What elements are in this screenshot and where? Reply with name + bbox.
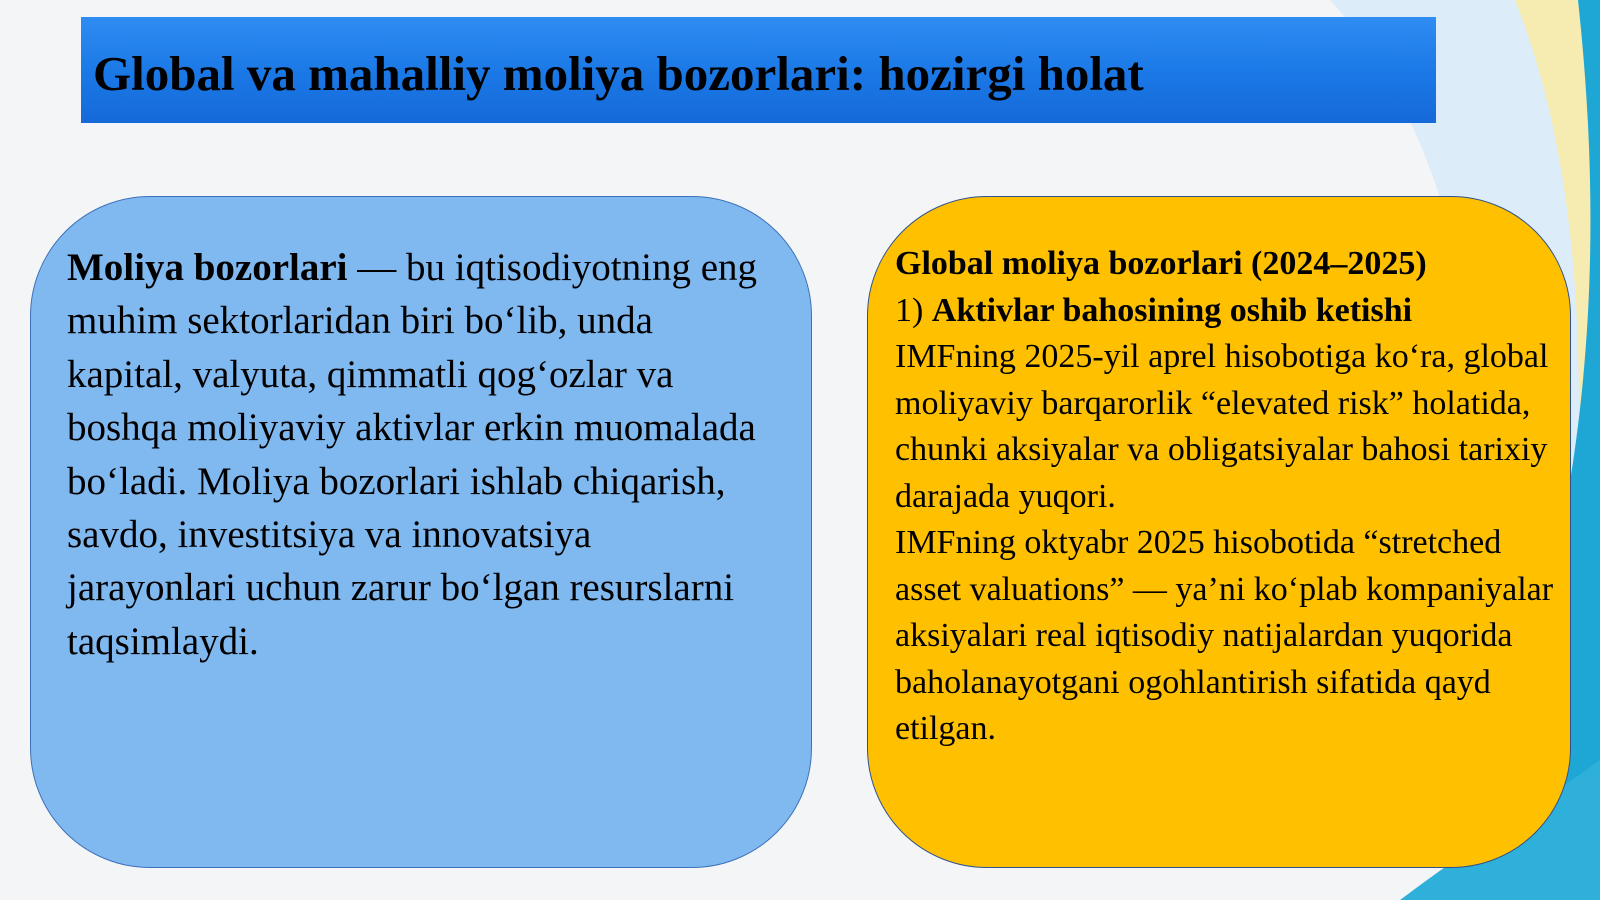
- point-1-title-line: [895, 288, 1555, 335]
- global-markets-heading: Global moliya bozorlari (2024–2025): [895, 245, 1427, 282]
- global-markets-text: [895, 241, 1555, 753]
- title-bar: [81, 17, 1436, 123]
- definition-body: — bu iqtisodiyotning eng muhim sektorlaridan biri bo‘lib, unda kapital, valyuta, qimmatli qog‘ozlar va boshqa moliyaviy aktivlar erkin muomalada bo‘ladi. Moliya bozorlari ishlab chiqarish, savdo, investitsiya va innovatsiya jarayonlari uchun zarur bo‘lgan resurslarni taqsimlaydi.: [67, 246, 758, 663]
- definition-term: Moliya bozorlari: [67, 246, 348, 289]
- slide-title: Global va mahalliy moliya bozorlari: hozirgi holat: [93, 45, 1144, 101]
- point-1-number: 1): [895, 291, 932, 329]
- imf-april-paragraph: IMFning 2025-yil aprel hisobotiga ko‘ra, global moliyaviy barqarorlik “elevated risk” holatida, chunki aksiyalar va obligatsiyalar bahosi tarixiy darajada yuqori.: [895, 338, 1549, 515]
- global-markets-card: [867, 196, 1571, 868]
- definition-card: [30, 196, 812, 868]
- definition-text: [67, 241, 767, 668]
- imf-october-paragraph: IMFning oktyabr 2025 hisobotida “stretched asset valuations” — ya’ni ko‘plab kompaniyalar aksiyalari real iqtisodiy natijalardan yuqorida baholanayotgani ogohlantirish sifatida qayd etilgan.: [895, 524, 1554, 747]
- point-1-title: Aktivlar bahosining oshib ketishi: [931, 291, 1413, 329]
